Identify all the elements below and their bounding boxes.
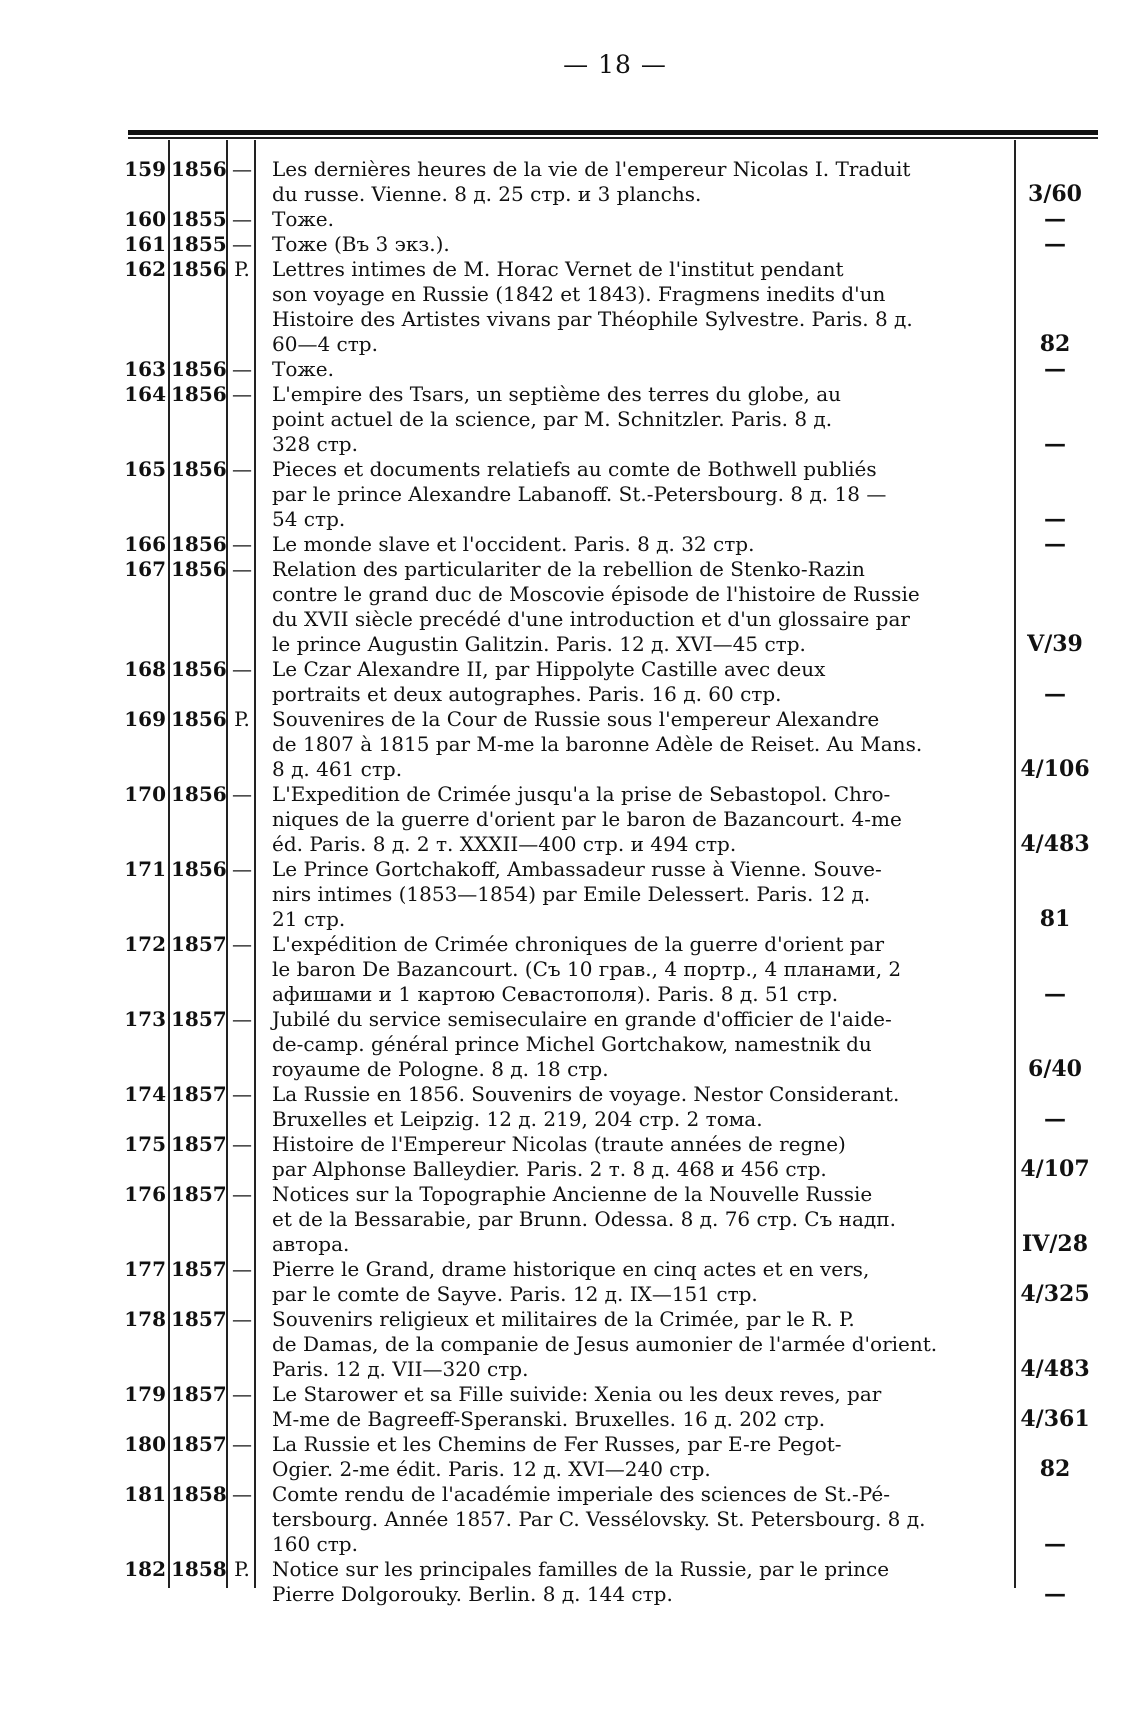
header-rule-thick bbox=[128, 130, 1098, 135]
entry-description bbox=[272, 1482, 1010, 1557]
entry-price: — bbox=[1044, 356, 1066, 382]
description-line: contre le grand duc de Moscovie épisode de l'histoire de Russie bbox=[272, 582, 920, 606]
entry-price: 82 bbox=[1039, 1456, 1071, 1482]
entry-number: 179 bbox=[124, 1382, 166, 1406]
entry-flag: — bbox=[232, 1257, 252, 1281]
catalog-entry bbox=[0, 1132, 1140, 1182]
entry-year: 1855 bbox=[171, 207, 227, 231]
entry-flag: — bbox=[232, 382, 252, 406]
entry-number: 172 bbox=[124, 932, 166, 956]
description-line: Lettres intimes de M. Horac Vernet de l'institut pendant bbox=[272, 257, 844, 281]
entry-number: 159 bbox=[124, 157, 166, 181]
entry-price: 4/483 bbox=[1020, 831, 1090, 857]
entry-description bbox=[272, 1307, 1010, 1382]
catalog-entry bbox=[0, 782, 1140, 857]
catalog-entry bbox=[0, 232, 1140, 257]
entry-year: 1856 bbox=[171, 857, 227, 881]
description-line: афишами и 1 картою Севастополя). Paris. 8 д. 51 стр. bbox=[272, 982, 839, 1006]
catalog-entry bbox=[0, 857, 1140, 932]
entry-flag: — bbox=[232, 1007, 252, 1031]
entry-price: — bbox=[1044, 506, 1066, 532]
entry-flag: — bbox=[232, 1182, 252, 1206]
entry-description bbox=[272, 207, 1010, 232]
entry-flag: — bbox=[232, 207, 252, 231]
description-line: Тоже. bbox=[272, 207, 334, 231]
description-line: tersbourg. Année 1857. Par C. Vessélovsky. St. Petersbourg. 8 д. bbox=[272, 1507, 926, 1531]
entry-number: 169 bbox=[124, 707, 166, 731]
description-line: автора. bbox=[272, 1232, 350, 1256]
description-line: 160 стр. bbox=[272, 1532, 358, 1556]
description-line: nirs intimes (1853—1854) par Emile Delessert. Paris. 12 д. bbox=[272, 882, 871, 906]
entry-flag: — bbox=[232, 1482, 252, 1506]
description-line: Comte rendu de l'académie imperiale des sciences de St.-Pé- bbox=[272, 1482, 890, 1506]
entry-number: 171 bbox=[124, 857, 166, 881]
description-line: 21 стр. bbox=[272, 907, 346, 931]
description-line: Jubilé du service semiseculaire en grande d'officier de l'aide- bbox=[272, 1007, 892, 1031]
description-line: 60—4 стр. bbox=[272, 332, 378, 356]
entry-price: V/39 bbox=[1027, 631, 1083, 657]
entry-description bbox=[272, 1082, 1010, 1132]
entry-flag: — bbox=[232, 532, 252, 556]
description-line: Notice sur les principales familles de la Russie, par le prince bbox=[272, 1557, 890, 1581]
entry-price: — bbox=[1044, 981, 1066, 1007]
description-line: L'empire des Tsars, un septième des terres du globe, au bbox=[272, 382, 842, 406]
entry-flag: — bbox=[232, 557, 252, 581]
description-line: point actuel de la science, par M. Schnitzler. Paris. 8 д. bbox=[272, 407, 833, 431]
catalog-entry bbox=[0, 1307, 1140, 1382]
catalog-entry bbox=[0, 657, 1140, 707]
entry-number: 167 bbox=[124, 557, 166, 581]
description-line: Souvenirs religieux et militaires de la Crimée, par le R. P. bbox=[272, 1307, 855, 1331]
entry-description bbox=[272, 782, 1010, 857]
entry-price: — bbox=[1044, 231, 1066, 257]
description-line: Le Starower et sa Fille suivide: Xenia ou les deux reves, par bbox=[272, 1382, 882, 1406]
entry-flag: — bbox=[232, 1132, 252, 1156]
entry-number: 164 bbox=[124, 382, 166, 406]
entry-flag: — bbox=[232, 857, 252, 881]
entry-flag: — bbox=[232, 157, 252, 181]
description-line: Le Czar Alexandre II, par Hippolyte Castille avec deux bbox=[272, 657, 826, 681]
entry-price: 4/483 bbox=[1020, 1356, 1090, 1382]
entry-description bbox=[272, 707, 1010, 782]
catalog-entry bbox=[0, 1432, 1140, 1482]
entry-year: 1857 bbox=[171, 1432, 227, 1456]
description-line: L'expédition de Crimée chroniques de la guerre d'orient par bbox=[272, 932, 885, 956]
entry-price: 4/107 bbox=[1020, 1156, 1090, 1182]
description-line: Relation des particulariter de la rebellion de Stenko-Razin bbox=[272, 557, 865, 581]
catalog-entry bbox=[0, 1257, 1140, 1307]
description-line: Pieces et documents relatiefs au comte de Bothwell publiés bbox=[272, 457, 877, 481]
entry-year: 1857 bbox=[171, 1082, 227, 1106]
description-line: Souvenires de la Cour de Russie sous l'empereur Alexandre bbox=[272, 707, 880, 731]
catalog-entry bbox=[0, 707, 1140, 782]
entry-price: 6/40 bbox=[1028, 1056, 1082, 1082]
entry-description bbox=[272, 357, 1010, 382]
entry-price: 4/325 bbox=[1020, 1281, 1090, 1307]
description-line: Le monde slave et l'occident. Paris. 8 д. 32 стр. bbox=[272, 532, 755, 556]
catalog-entry bbox=[0, 157, 1140, 207]
entry-year: 1856 bbox=[171, 457, 227, 481]
catalog-entry bbox=[0, 1482, 1140, 1557]
description-line: Pierre le Grand, drame historique en cinq actes et en vers, bbox=[272, 1257, 870, 1281]
entry-year: 1857 bbox=[171, 1257, 227, 1281]
description-line: niques de la guerre d'orient par le baron de Bazancourt. 4-me bbox=[272, 807, 902, 831]
description-line: portraits et deux autographes. Paris. 16 д. 60 стр. bbox=[272, 682, 782, 706]
description-line: par le comte de Sayve. Paris. 12 д. IX—151 стр. bbox=[272, 1282, 758, 1306]
entry-number: 174 bbox=[124, 1082, 166, 1106]
description-line: et de la Bessarabie, par Brunn. Odessa. 8 д. 76 стр. Съ надп. bbox=[272, 1207, 896, 1231]
entry-price: — bbox=[1044, 431, 1066, 457]
entry-number: 162 bbox=[124, 257, 166, 281]
entry-flag: — bbox=[232, 782, 252, 806]
entry-year: 1856 bbox=[171, 707, 227, 731]
entry-description bbox=[272, 257, 1010, 357]
description-line: M-me de Bagreeff-Speranski. Bruxelles. 16 д. 202 стр. bbox=[272, 1407, 826, 1431]
entry-year: 1856 bbox=[171, 157, 227, 181]
catalog-entry bbox=[0, 1082, 1140, 1132]
entry-price: — bbox=[1044, 206, 1066, 232]
entry-number: 161 bbox=[124, 232, 166, 256]
entry-number: 177 bbox=[124, 1257, 166, 1281]
entry-year: 1857 bbox=[171, 1307, 227, 1331]
description-line: Тоже (Въ 3 экз.). bbox=[272, 232, 450, 256]
description-line: Notices sur la Topographie Ancienne de la Nouvelle Russie bbox=[272, 1182, 873, 1206]
description-line: royaume de Pologne. 8 д. 18 стр. bbox=[272, 1057, 609, 1081]
entry-number: 168 bbox=[124, 657, 166, 681]
description-line: par le prince Alexandre Labanoff. St.-Petersbourg. 8 д. 18 — bbox=[272, 482, 887, 506]
entry-price: — bbox=[1044, 531, 1066, 557]
entry-flag: — bbox=[232, 357, 252, 381]
entry-description bbox=[272, 1382, 1010, 1432]
entry-price: — bbox=[1044, 1581, 1066, 1607]
entry-description bbox=[272, 557, 1010, 657]
description-line: du russe. Vienne. 8 д. 25 стр. и 3 planchs. bbox=[272, 182, 702, 206]
description-line: Bruxelles et Leipzig. 12 д. 219, 204 стр. 2 тома. bbox=[272, 1107, 763, 1131]
entry-year: 1857 bbox=[171, 1382, 227, 1406]
entry-flag: — bbox=[232, 657, 252, 681]
catalog-entry bbox=[0, 1007, 1140, 1082]
description-line: par Alphonse Balleydier. Paris. 2 т. 8 д. 468 и 456 стр. bbox=[272, 1157, 827, 1181]
entry-number: 178 bbox=[124, 1307, 166, 1331]
entry-description bbox=[272, 857, 1010, 932]
entry-price: 82 bbox=[1039, 331, 1071, 357]
entry-description bbox=[272, 1557, 1010, 1607]
description-line: 8 д. 461 стр. bbox=[272, 757, 403, 781]
catalog-entry bbox=[0, 257, 1140, 357]
description-line: 328 стр. bbox=[272, 432, 358, 456]
entry-flag: P. bbox=[234, 257, 250, 281]
entry-description bbox=[272, 1182, 1010, 1257]
entry-number: 181 bbox=[124, 1482, 166, 1506]
description-line: Pierre Dolgorouky. Berlin. 8 д. 144 стр. bbox=[272, 1582, 673, 1606]
catalog-entry bbox=[0, 1557, 1140, 1607]
entry-number: 160 bbox=[124, 207, 166, 231]
page-number: — 18 — bbox=[563, 50, 667, 79]
entry-number: 170 bbox=[124, 782, 166, 806]
entry-year: 1855 bbox=[171, 232, 227, 256]
catalog-entries bbox=[0, 157, 1140, 1607]
entry-description bbox=[272, 1007, 1010, 1082]
catalog-entry bbox=[0, 382, 1140, 457]
catalog-entry bbox=[0, 207, 1140, 232]
description-line: éd. Paris. 8 д. 2 т. XXXII—400 стр. и 494 стр. bbox=[272, 832, 737, 856]
description-line: de Damas, de la companie de Jesus aumonier de l'armée d'orient. bbox=[272, 1332, 938, 1356]
entry-flag: — bbox=[232, 1307, 252, 1331]
entry-flag: — bbox=[232, 457, 252, 481]
entry-description bbox=[272, 232, 1010, 257]
catalog-entry bbox=[0, 1182, 1140, 1257]
description-line: le baron De Bazancourt. (Съ 10 грав., 4 портр., 4 планами, 2 bbox=[272, 957, 902, 981]
catalog-entry bbox=[0, 932, 1140, 1007]
description-line: le prince Augustin Galitzin. Paris. 12 д. XVI—45 стр. bbox=[272, 632, 806, 656]
entry-flag: P. bbox=[234, 1557, 250, 1581]
description-line: Тоже. bbox=[272, 357, 334, 381]
entry-year: 1857 bbox=[171, 1007, 227, 1031]
entry-year: 1858 bbox=[171, 1557, 227, 1581]
entry-price: — bbox=[1044, 1531, 1066, 1557]
entry-description bbox=[272, 382, 1010, 457]
description-line: de-camp. général prince Michel Gortchakow, namestnik du bbox=[272, 1032, 872, 1056]
entry-number: 182 bbox=[124, 1557, 166, 1581]
catalog-entry bbox=[0, 457, 1140, 532]
entry-description bbox=[272, 932, 1010, 1007]
entry-number: 166 bbox=[124, 532, 166, 556]
description-line: Le Prince Gortchakoff, Ambassadeur russe à Vienne. Souve- bbox=[272, 857, 882, 881]
entry-description bbox=[272, 657, 1010, 707]
entry-flag: — bbox=[232, 932, 252, 956]
entry-price: — bbox=[1044, 681, 1066, 707]
entry-description bbox=[272, 1257, 1010, 1307]
entry-year: 1857 bbox=[171, 1132, 227, 1156]
header-rule-thin bbox=[128, 137, 1098, 139]
entry-year: 1856 bbox=[171, 782, 227, 806]
entry-flag: — bbox=[232, 1432, 252, 1456]
entry-year: 1856 bbox=[171, 657, 227, 681]
entry-year: 1857 bbox=[171, 932, 227, 956]
entry-year: 1858 bbox=[171, 1482, 227, 1506]
description-line: Histoire des Artistes vivans par Théophile Sylvestre. Paris. 8 д. bbox=[272, 307, 913, 331]
entry-number: 163 bbox=[124, 357, 166, 381]
entry-number: 180 bbox=[124, 1432, 166, 1456]
description-line: L'Expedition de Crimée jusqu'a la prise de Sebastopol. Chro- bbox=[272, 782, 891, 806]
entry-number: 175 bbox=[124, 1132, 166, 1156]
entry-price: 4/361 bbox=[1020, 1406, 1090, 1432]
entry-description bbox=[272, 1132, 1010, 1182]
entry-description bbox=[272, 457, 1010, 532]
description-line: du XVII siècle precédé d'une introduction et d'un glossaire par bbox=[272, 607, 910, 631]
description-line: de 1807 à 1815 par M-me la baronne Adèle de Reiset. Au Mans. bbox=[272, 732, 923, 756]
entry-description bbox=[272, 1432, 1010, 1482]
catalog-entry bbox=[0, 357, 1140, 382]
entry-flag: — bbox=[232, 1082, 252, 1106]
entry-year: 1857 bbox=[171, 1182, 227, 1206]
entry-number: 165 bbox=[124, 457, 166, 481]
description-line: Les dernières heures de la vie de l'empereur Nicolas I. Traduit bbox=[272, 157, 911, 181]
entry-flag: P. bbox=[234, 707, 250, 731]
description-line: La Russie en 1856. Souvenirs de voyage. Nestor Considerant. bbox=[272, 1082, 900, 1106]
entry-year: 1856 bbox=[171, 557, 227, 581]
entry-description bbox=[272, 157, 1010, 207]
entry-year: 1856 bbox=[171, 357, 227, 381]
description-line: Ogier. 2-me édit. Paris. 12 д. XVI—240 стр. bbox=[272, 1457, 711, 1481]
entry-year: 1856 bbox=[171, 257, 227, 281]
catalog-entry bbox=[0, 532, 1140, 557]
catalog-entry bbox=[0, 557, 1140, 657]
entry-price: IV/28 bbox=[1021, 1231, 1088, 1257]
entry-price: 81 bbox=[1039, 906, 1071, 932]
entry-number: 173 bbox=[124, 1007, 166, 1031]
description-line: son voyage en Russie (1842 et 1843). Fragmens inedits d'un bbox=[272, 282, 886, 306]
entry-description bbox=[272, 532, 1010, 557]
entry-year: 1856 bbox=[171, 382, 227, 406]
entry-price: — bbox=[1044, 1106, 1066, 1132]
description-line: La Russie et les Chemins de Fer Russes, par E-re Pegot- bbox=[272, 1432, 842, 1456]
entry-flag: — bbox=[232, 1382, 252, 1406]
entry-price: 4/106 bbox=[1020, 756, 1090, 782]
entry-year: 1856 bbox=[171, 532, 227, 556]
description-line: 54 стр. bbox=[272, 507, 346, 531]
entry-number: 176 bbox=[124, 1182, 166, 1206]
entry-flag: — bbox=[232, 232, 252, 256]
description-line: Histoire de l'Empereur Nicolas (traute années de regne) bbox=[272, 1132, 846, 1156]
entry-price: 3/60 bbox=[1028, 181, 1082, 207]
description-line: Paris. 12 д. VII—320 стр. bbox=[272, 1357, 529, 1381]
catalog-entry bbox=[0, 1382, 1140, 1432]
